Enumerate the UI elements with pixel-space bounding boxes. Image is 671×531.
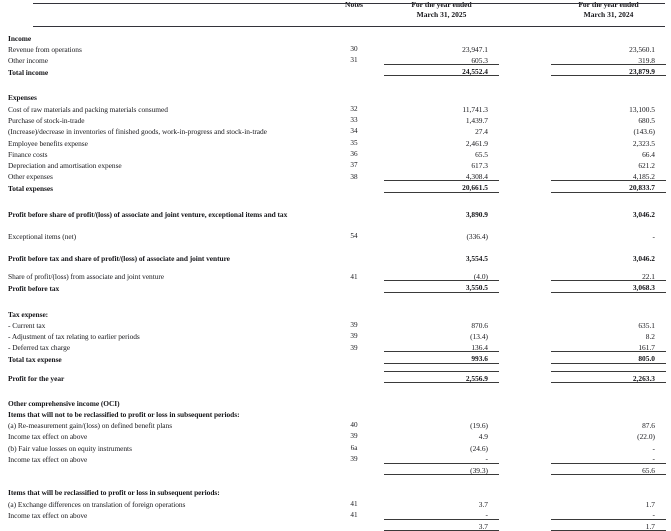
spacer bbox=[0, 240, 671, 251]
row-value-2024: 8.2 bbox=[645, 332, 655, 342]
header-notes: Notes bbox=[345, 0, 363, 9]
row-label: Cost of raw materials and packing materials consumed bbox=[8, 104, 168, 114]
header-year-2024-line2: March 31, 2024 bbox=[583, 9, 634, 19]
row-value-2025: 20,661.5 bbox=[384, 181, 499, 192]
row-value-2024: 2,323.5 bbox=[632, 138, 655, 148]
row-value-2025: 3,890.9 bbox=[465, 209, 488, 219]
total-row-expenses bbox=[0, 181, 671, 192]
row-profit-before-tax-and-share bbox=[0, 251, 671, 262]
row-label bbox=[0, 519, 330, 530]
spacer bbox=[0, 475, 671, 487]
table-row bbox=[0, 418, 671, 429]
row-label: (a) Exchange differences on translation of foreign operations bbox=[8, 499, 186, 509]
row-note: 41 bbox=[350, 499, 358, 508]
section-heading-income-row bbox=[0, 31, 671, 42]
header-pad bbox=[666, 0, 671, 20]
row-value-2025: 11,741.3 bbox=[462, 104, 488, 114]
row-value-2024: 65.6 bbox=[551, 463, 666, 474]
row-note: 36 bbox=[350, 150, 358, 159]
row-note: 30 bbox=[350, 45, 358, 54]
table-row bbox=[0, 441, 671, 452]
section-heading-tax-row bbox=[0, 307, 671, 318]
row-value-2024: 3,068.3 bbox=[551, 281, 666, 292]
table-row bbox=[0, 497, 671, 508]
row-label: Income tax effect on above bbox=[8, 432, 88, 442]
header-year-2025-line2: March 31, 2025 bbox=[416, 9, 467, 19]
row-value-2024: - bbox=[652, 443, 655, 453]
row-note: 39 bbox=[350, 343, 358, 352]
row-label: Total income bbox=[8, 67, 49, 77]
row-value-2024: 3,046.2 bbox=[632, 254, 655, 264]
header-year-2024-line1: For the year ended bbox=[578, 0, 639, 9]
table-row bbox=[0, 452, 671, 463]
oci-reclassified-heading-row bbox=[0, 486, 671, 497]
row-value-2025: 3.7 bbox=[478, 499, 488, 509]
table-row bbox=[0, 341, 671, 352]
row-value-2025: (39.3) bbox=[384, 463, 499, 474]
row-value-2024: 319.8 bbox=[551, 53, 666, 64]
total-row-income bbox=[0, 65, 671, 76]
row-label bbox=[0, 463, 330, 474]
row-value-2025: 3.7 bbox=[384, 519, 499, 530]
row-value-2025: (336.4) bbox=[466, 231, 488, 241]
row-value-2024: 635.1 bbox=[638, 320, 655, 330]
row-label: Income tax effect on above bbox=[8, 510, 88, 520]
table-row bbox=[0, 329, 671, 340]
row-label: Other expenses bbox=[8, 172, 53, 182]
row-note: 33 bbox=[350, 116, 358, 125]
table-row bbox=[0, 429, 671, 440]
row-value-2024: - bbox=[551, 452, 666, 463]
table-row bbox=[0, 42, 671, 53]
spacer bbox=[0, 76, 671, 91]
table-row bbox=[0, 124, 671, 135]
row-label: - Deferred tax charge bbox=[8, 343, 71, 353]
header-rule-top bbox=[33, 3, 665, 4]
row-note: 41 bbox=[350, 272, 358, 281]
section-heading-tax: Tax expense: bbox=[8, 309, 49, 319]
row-value-2025: 617.3 bbox=[471, 161, 488, 171]
row-value-2025: 870.6 bbox=[471, 320, 488, 330]
row-value-2024: 87.6 bbox=[642, 420, 655, 430]
row-value-2025: 605.3 bbox=[384, 53, 499, 64]
total-row-tax bbox=[0, 352, 671, 363]
row-value-2024: 66.4 bbox=[642, 149, 655, 159]
row-value-2025: (19.6) bbox=[470, 420, 488, 430]
row-note: 39 bbox=[350, 455, 358, 464]
table-row bbox=[0, 102, 671, 113]
row-note: 39 bbox=[350, 332, 358, 341]
row-label: Revenue from operations bbox=[8, 44, 82, 54]
row-value-2025: (13.4) bbox=[470, 332, 488, 342]
row-value-2024: (143.6) bbox=[633, 127, 655, 137]
row-value-2025: 136.4 bbox=[384, 341, 499, 352]
row-note: 54 bbox=[350, 232, 358, 241]
spacer bbox=[0, 382, 671, 397]
row-value-2025: 4.9 bbox=[478, 432, 488, 442]
row-label: Total tax expense bbox=[8, 354, 62, 364]
row-note: 40 bbox=[350, 421, 358, 430]
header-year-2025-line1: For the year ended bbox=[411, 0, 472, 9]
section-heading-expenses-row bbox=[0, 90, 671, 101]
row-label: Profit for the year bbox=[8, 374, 65, 383]
row-label: Profit before tax bbox=[8, 283, 60, 293]
section-heading-expenses: Expenses bbox=[8, 93, 37, 103]
row-profit-before-tax bbox=[0, 281, 671, 292]
row-label: (a) Re-measurement gain/(loss) on defined benefit plans bbox=[8, 420, 173, 430]
table-row bbox=[0, 170, 671, 181]
table-row bbox=[0, 53, 671, 64]
section-heading-income: Income bbox=[8, 33, 32, 43]
oci-not-reclassified-heading-row bbox=[0, 408, 671, 419]
row-value-2024: 621.2 bbox=[638, 161, 655, 171]
row-label: Employee benefits expense bbox=[8, 138, 88, 148]
section-heading-oci-row bbox=[0, 397, 671, 408]
row-value-2025: - bbox=[384, 452, 499, 463]
table-row bbox=[0, 136, 671, 147]
row-value-2025: (4.0) bbox=[384, 270, 499, 281]
row-label: Profit before tax and share of profit/(loss) of associate and joint venture bbox=[8, 254, 230, 264]
rule-above-profit-2024 bbox=[551, 363, 666, 371]
row-note: 6a bbox=[350, 443, 358, 452]
row-note: 38 bbox=[350, 172, 358, 181]
spacer bbox=[0, 192, 671, 207]
section-heading-oci: Other comprehensive income (OCI) bbox=[8, 399, 120, 409]
row-note: 37 bbox=[350, 161, 358, 170]
table-row bbox=[0, 113, 671, 124]
oci-reclassified-heading: Items that will be reclassified to profit or loss in subsequent periods: bbox=[8, 488, 220, 498]
row-note: 41 bbox=[350, 511, 358, 520]
row-value-2025: 993.6 bbox=[384, 352, 499, 363]
row-note: 39 bbox=[350, 432, 358, 441]
total-row-oci-not-reclassified bbox=[0, 463, 671, 474]
row-profit-for-the-year bbox=[0, 371, 671, 382]
row-value-2025: (24.6) bbox=[470, 443, 488, 453]
spacer bbox=[0, 292, 671, 307]
row-note: 35 bbox=[350, 138, 358, 147]
row-label: Purchase of stock-in-trade bbox=[8, 115, 85, 125]
row-value-2025: 23,947.1 bbox=[462, 44, 488, 54]
row-label: Income tax effect on above bbox=[8, 454, 88, 464]
row-label: - Current tax bbox=[8, 320, 46, 330]
row-label: Exceptional items (net) bbox=[8, 231, 77, 241]
row-label: - Adjustment of tax relating to earlier periods bbox=[8, 332, 140, 342]
header-rule-bottom bbox=[33, 26, 665, 27]
profit-and-loss-table bbox=[0, 20, 671, 531]
row-note: 31 bbox=[350, 56, 358, 65]
table-column-header bbox=[0, 0, 671, 20]
oci-not-reclassified-heading: Items that will not to be reclassified to profit or loss in subsequent periods: bbox=[8, 409, 240, 419]
row-value-2025: 65.5 bbox=[475, 149, 488, 159]
spacer bbox=[0, 363, 330, 371]
row-value-2025: 1,439.7 bbox=[465, 115, 488, 125]
row-value-2024: - bbox=[652, 231, 655, 241]
row-label: (Increase)/decrease in inventories of finished goods, work-in-progress and stock-in-trade bbox=[8, 127, 267, 137]
row-value-2024: 23,560.1 bbox=[629, 44, 655, 54]
row-value-2024: (22.0) bbox=[637, 432, 655, 442]
row-value-2024: 805.0 bbox=[551, 352, 666, 363]
row-value-2025: 2,556.9 bbox=[384, 371, 499, 382]
row-note: 39 bbox=[350, 321, 358, 330]
table-row bbox=[0, 147, 671, 158]
row-label: Profit before share of profit/(loss) of associate and joint venture, exceptional items and tax bbox=[8, 209, 288, 219]
row-label: Total expenses bbox=[8, 183, 53, 193]
row-value-2025: 2,461.9 bbox=[465, 138, 488, 148]
rule-above-profit-2025 bbox=[384, 363, 499, 371]
row-value-2024: - bbox=[551, 508, 666, 519]
row-value-2024: 20,833.7 bbox=[551, 181, 666, 192]
row-note bbox=[330, 207, 378, 218]
row-note: 34 bbox=[350, 127, 358, 136]
row-label: Depreciation and amortisation expense bbox=[8, 161, 122, 171]
row-value-2024: 22.1 bbox=[551, 270, 666, 281]
row-label: Share of profit/(loss) from associate and joint venture bbox=[8, 272, 165, 282]
row-label: (b) Fair value losses on equity instruments bbox=[8, 443, 132, 453]
row-exceptional-items bbox=[0, 229, 671, 240]
row-value-2025: 27.4 bbox=[475, 127, 488, 137]
row-value-2024: 1.7 bbox=[645, 499, 655, 509]
spacer bbox=[0, 218, 671, 229]
row-value-2024: 13,100.5 bbox=[629, 104, 655, 114]
row-label: Finance costs bbox=[8, 149, 48, 159]
row-value-2025: - bbox=[384, 508, 499, 519]
row-value-2024: 1.7 bbox=[551, 519, 666, 530]
row-value-2024: 3,046.2 bbox=[632, 209, 655, 219]
row-label: Other income bbox=[8, 56, 48, 66]
row-value-2025: 4,308.4 bbox=[384, 170, 499, 181]
row-value-2024: 4,185.2 bbox=[551, 170, 666, 181]
row-value-2024: 23,879.9 bbox=[551, 65, 666, 76]
row-value-2024: 161.7 bbox=[551, 341, 666, 352]
row-value-2025: 24,552.4 bbox=[384, 65, 499, 76]
row-note: 32 bbox=[350, 104, 358, 113]
row-profit-before-share bbox=[0, 207, 671, 218]
table-row bbox=[0, 318, 671, 329]
row-value-2025: 3,550.5 bbox=[384, 281, 499, 292]
row-share-of-profit bbox=[0, 270, 671, 281]
row-value-2024: 680.5 bbox=[638, 115, 655, 125]
table-row bbox=[0, 508, 671, 519]
row-value-2024: 2,263.3 bbox=[551, 371, 666, 382]
spacer bbox=[0, 263, 671, 270]
table-row bbox=[0, 158, 671, 169]
row-value-2025: 3,554.5 bbox=[465, 254, 488, 264]
total-row-oci-reclassified bbox=[0, 519, 671, 530]
